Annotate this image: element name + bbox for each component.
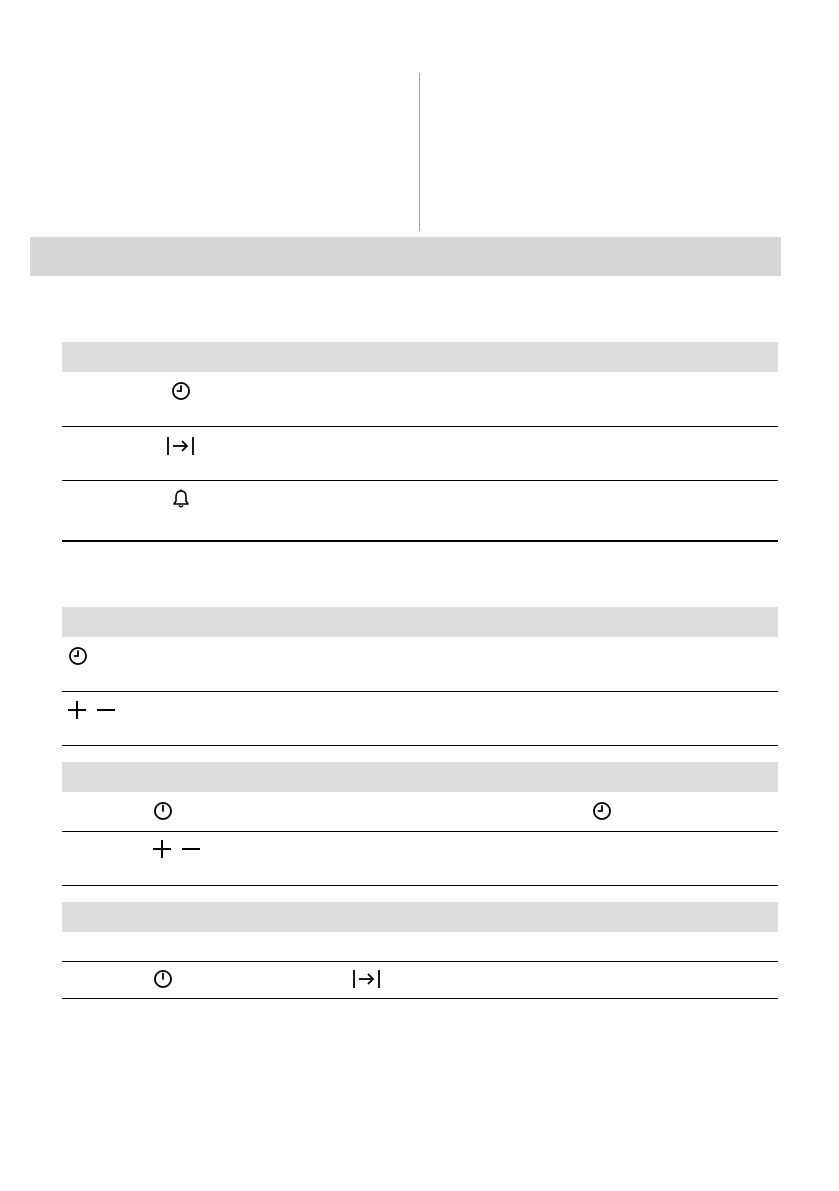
table2-header [62, 607, 778, 637]
left-column [62, 73, 402, 231]
minus-icon [96, 700, 116, 720]
section-heading-bar [30, 237, 781, 276]
table1-header [62, 342, 778, 372]
clock-icon [171, 381, 191, 401]
plus-icon [67, 700, 87, 720]
table4-bottom-rule [62, 998, 778, 999]
table4-row-divider [62, 961, 778, 962]
column-divider [419, 73, 420, 231]
bell-icon [172, 489, 190, 509]
power-icon [153, 801, 173, 821]
table2-row-divider [62, 691, 778, 692]
table4-header [62, 902, 778, 932]
plus-icon [152, 839, 172, 859]
table3-row-divider [62, 831, 778, 832]
clock-icon [592, 801, 612, 821]
arrow-to-bar-icon [166, 436, 196, 456]
clock-icon [68, 646, 88, 666]
table1-row-divider [62, 480, 778, 481]
minus-icon [181, 839, 201, 859]
table3-header [62, 762, 778, 792]
table1-row-divider [62, 426, 778, 427]
table2-bottom-rule [62, 745, 778, 746]
table1-bottom-rule [62, 540, 778, 542]
power-icon [153, 969, 173, 989]
right-column [436, 73, 776, 231]
table3-bottom-rule [62, 885, 778, 886]
arrow-to-bar-icon [352, 969, 382, 989]
